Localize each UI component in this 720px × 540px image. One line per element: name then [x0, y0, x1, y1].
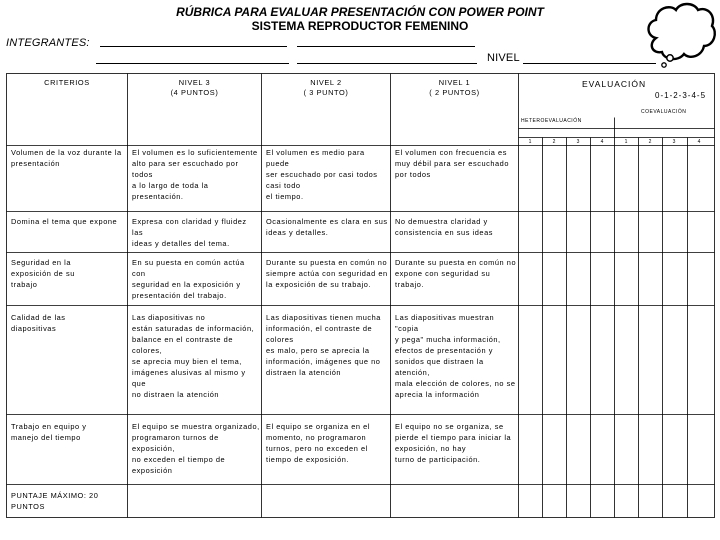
co-number-1: 1	[624, 139, 628, 145]
co-number-4: 4	[697, 139, 701, 145]
row-domina-nivel3: Expresa con claridad y fluidez las ideas y detalles del tema.	[132, 217, 247, 248]
row-volumen-nivel2: El volumen es medio para puede ser escuchado por casi todos casi todo el tiempo.	[266, 148, 378, 201]
column-header-nivel1: NIVEL 1 ( 2 PUNTOS)	[429, 78, 480, 97]
row-trabajo-nivel3: El equipo se muestra organizado, programaron turnos de exposición, no exceden el tiempo de exposición	[132, 422, 260, 475]
row-seguridad-nivel2: Durante su puesta en común no siempre actúa con seguridad en la exposición de su trabajo.	[266, 258, 388, 289]
integrantes-label: INTEGRANTES:	[6, 37, 90, 49]
hetero-number-3: 3	[576, 139, 580, 145]
document-subtitle: SISTEMA REPRODUCTOR FEMENINO	[251, 19, 469, 33]
row-volumen-criterio: Volumen de la voz durante la presentación	[11, 148, 122, 168]
heteroevaluacion-label: HETEROEVALUACIÓN	[521, 118, 582, 124]
row-calidad-nivel2: Las diapositivas tienen mucha información, el contraste de colores es malo, pero se aprecia la información, imágenes que no distraen la atención	[266, 313, 381, 377]
evaluation-scale: 0-1-2-3-4-5	[655, 91, 707, 100]
row-trabajo-nivel1: El equipo no se organiza, se pierde el tiempo para iniciar la exposición, no hay turno de participación.	[395, 422, 512, 464]
row-domina-nivel2: Ocasionalmente es clara en sus ideas y detalles.	[266, 217, 388, 237]
puntaje-maximo: PUNTAJE MÁXIMO: 20 PUNTOS	[11, 491, 99, 511]
row-seguridad-criterio: Seguridad en la exposición de su trabajo	[11, 258, 75, 289]
row-domina-criterio: Domina el tema que expone	[11, 217, 118, 226]
co-number-3: 3	[672, 139, 676, 145]
row-calidad-nivel3: Las diapositivas no están saturadas de información, balance en el contraste de colores, se aprecia muy bien el tema, imágenes alusivas al mismo y que no distraen la atención	[132, 313, 255, 399]
nivel-label: NIVEL	[487, 52, 520, 64]
coevaluacion-label: COEVALUACIÓN	[641, 109, 687, 115]
row-calidad-criterio: Calidad de las diapositivas	[11, 313, 66, 333]
row-trabajo-nivel2: El equipo se organiza en el momento, no programaron turnos, pero no exceden el tiempo de exposición.	[266, 422, 371, 464]
column-header-nivel2: NIVEL 2 ( 3 PUNTO)	[303, 78, 349, 97]
document-title: RÚBRICA PARA EVALUAR PRESENTACIÓN CON POWER POINT	[176, 5, 544, 19]
row-calidad-nivel1: Las diapositivas muestran "copia y pega" mucha información, efectos de presentación y sonidos que distraen la atención, mala elección de colores, no se aprecia la información	[395, 313, 516, 399]
co-number-2: 2	[648, 139, 652, 145]
row-volumen-nivel3: El volumen es lo suficientemente alto para ser escuchado por todos a lo largo de toda la presentación.	[132, 148, 258, 201]
hetero-number-2: 2	[552, 139, 556, 145]
column-header-nivel3: NIVEL 3 (4 PUNTOS)	[170, 78, 219, 97]
column-header-evaluacion: EVALUACIÓN	[582, 79, 647, 89]
row-volumen-nivel1: El volumen con frecuencia es muy débil para ser escuchado por todos	[395, 148, 509, 179]
row-seguridad-nivel1: Durante su puesta en común no expone con seguridad su trabajo.	[395, 258, 517, 289]
column-header-criterios: CRITERIOS	[44, 78, 90, 87]
hetero-number-4: 4	[600, 139, 604, 145]
row-trabajo-criterio: Trabajo en equipo y manejo del tiempo	[11, 422, 87, 442]
row-seguridad-nivel3: En su puesta en común actúa con seguridad en la exposición y presentación del trabajo.	[132, 258, 245, 300]
hetero-number-1: 1	[528, 139, 532, 145]
row-domina-nivel1: No demuestra claridad y consistencia en sus ideas	[395, 217, 493, 237]
